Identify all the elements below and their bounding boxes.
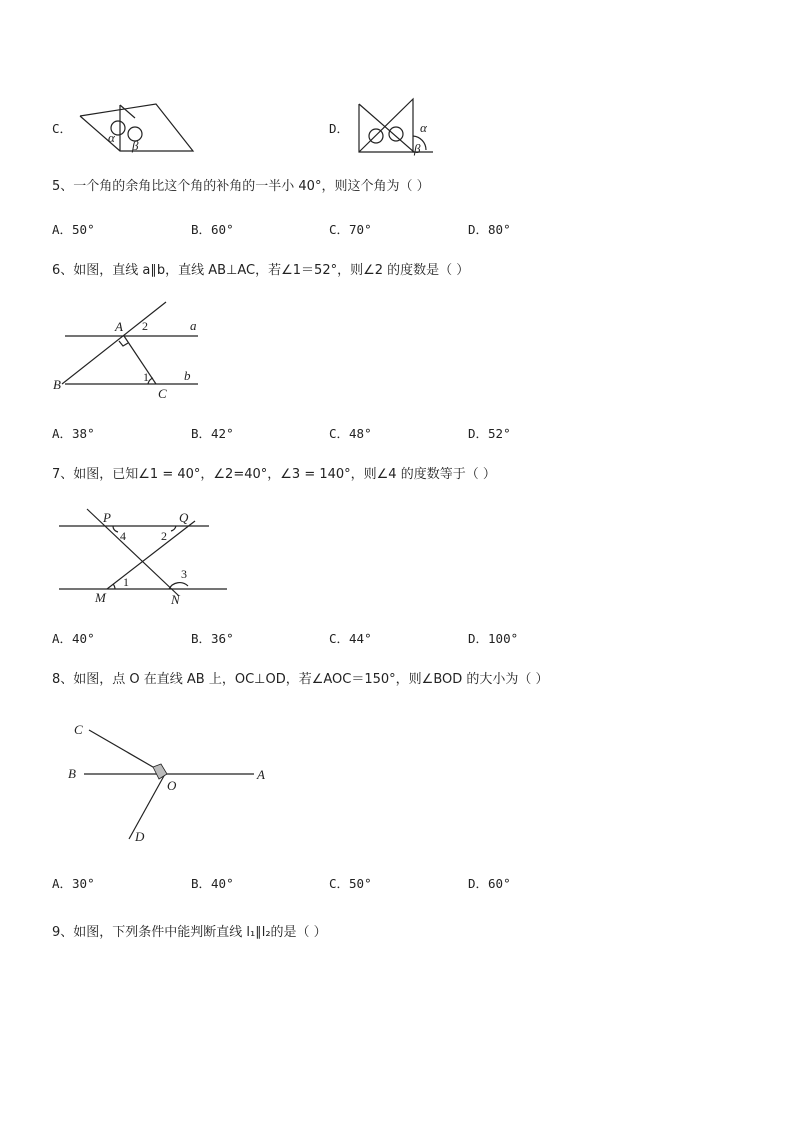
line-pn [87, 509, 179, 596]
q4d-beta: β [414, 141, 421, 156]
label-D: D [135, 829, 145, 844]
q4-option-c-figure [75, 100, 215, 160]
q8-option-d[interactable]: D．60° [468, 876, 511, 891]
q9-stem: 9、如图，下列条件中能判断直线 l₁∥l₂的是（ ） [52, 925, 327, 940]
label-P: P [103, 510, 111, 525]
q6-stem: 6、如图，直线 a∥b，直线 AB⊥AC，若∠1＝52°，则∠2 的度数是（ ） [52, 263, 470, 278]
q7-option-d[interactable]: D．100° [468, 631, 519, 646]
label-B: B [68, 766, 76, 781]
label-a: a [190, 318, 197, 333]
label-B: B [53, 377, 61, 392]
q6-option-d[interactable]: D．52° [468, 426, 511, 441]
label-A: A [115, 319, 123, 334]
q5-option-d[interactable]: D．80° [468, 222, 511, 237]
q7-stem: 7、如图，已知∠1 = 40°，∠2=40°，∠3 = 140°，则∠4 的度数等于（ ） [52, 467, 496, 482]
label-C: C [74, 722, 83, 737]
label-A: A [257, 767, 265, 782]
label-2: 2 [142, 319, 148, 333]
label-2: 2 [161, 529, 167, 543]
q5-stem: 5、一个角的余角比这个角的补角的一半小 40°，则这个角为（ ） [52, 179, 430, 194]
q6-option-b[interactable]: B．42° [191, 426, 234, 441]
q4-option-d-label[interactable]: D． [329, 121, 350, 136]
q4-option-c-label[interactable]: C． [52, 121, 73, 136]
q8-figure [62, 720, 282, 850]
label-N: N [171, 592, 180, 607]
q5-option-a[interactable]: A．50° [52, 222, 95, 237]
q6-option-c[interactable]: C．48° [329, 426, 372, 441]
label-C: C [158, 386, 167, 401]
q7-option-c[interactable]: C．44° [329, 631, 372, 646]
label-M: M [95, 590, 106, 605]
q4-option-d-figure [356, 96, 456, 156]
q6-option-a[interactable]: A．38° [52, 426, 95, 441]
label-4: 4 [120, 529, 126, 543]
line-ab [62, 302, 166, 384]
q8-option-b[interactable]: B．40° [191, 876, 234, 891]
q7-option-b[interactable]: B．36° [191, 631, 234, 646]
label-O: O [167, 778, 177, 793]
label-Q: Q [179, 510, 189, 525]
q7-option-a[interactable]: A．40° [52, 631, 95, 646]
q8-stem: 8、如图，点 O 在直线 AB 上，OC⊥OD，若∠AOC＝150°，则∠BOD 的大小为（ ） [52, 672, 549, 687]
q8-option-c[interactable]: C．50° [329, 876, 372, 891]
q4c-alpha: α [108, 130, 115, 145]
q6-figure [50, 298, 210, 408]
label-b: b [184, 368, 191, 383]
label-3: 3 [181, 567, 187, 581]
q7-figure [55, 506, 245, 606]
line-ac [124, 336, 156, 384]
q4d-alpha: α [420, 120, 427, 135]
q8-option-a[interactable]: A．30° [52, 876, 95, 891]
label-1: 1 [123, 575, 129, 589]
label-1: 1 [143, 370, 149, 384]
right-angle-mark [153, 764, 167, 779]
q5-option-c[interactable]: C．70° [329, 222, 372, 237]
q4c-beta: β [132, 138, 139, 153]
q5-option-b[interactable]: B．60° [191, 222, 234, 237]
